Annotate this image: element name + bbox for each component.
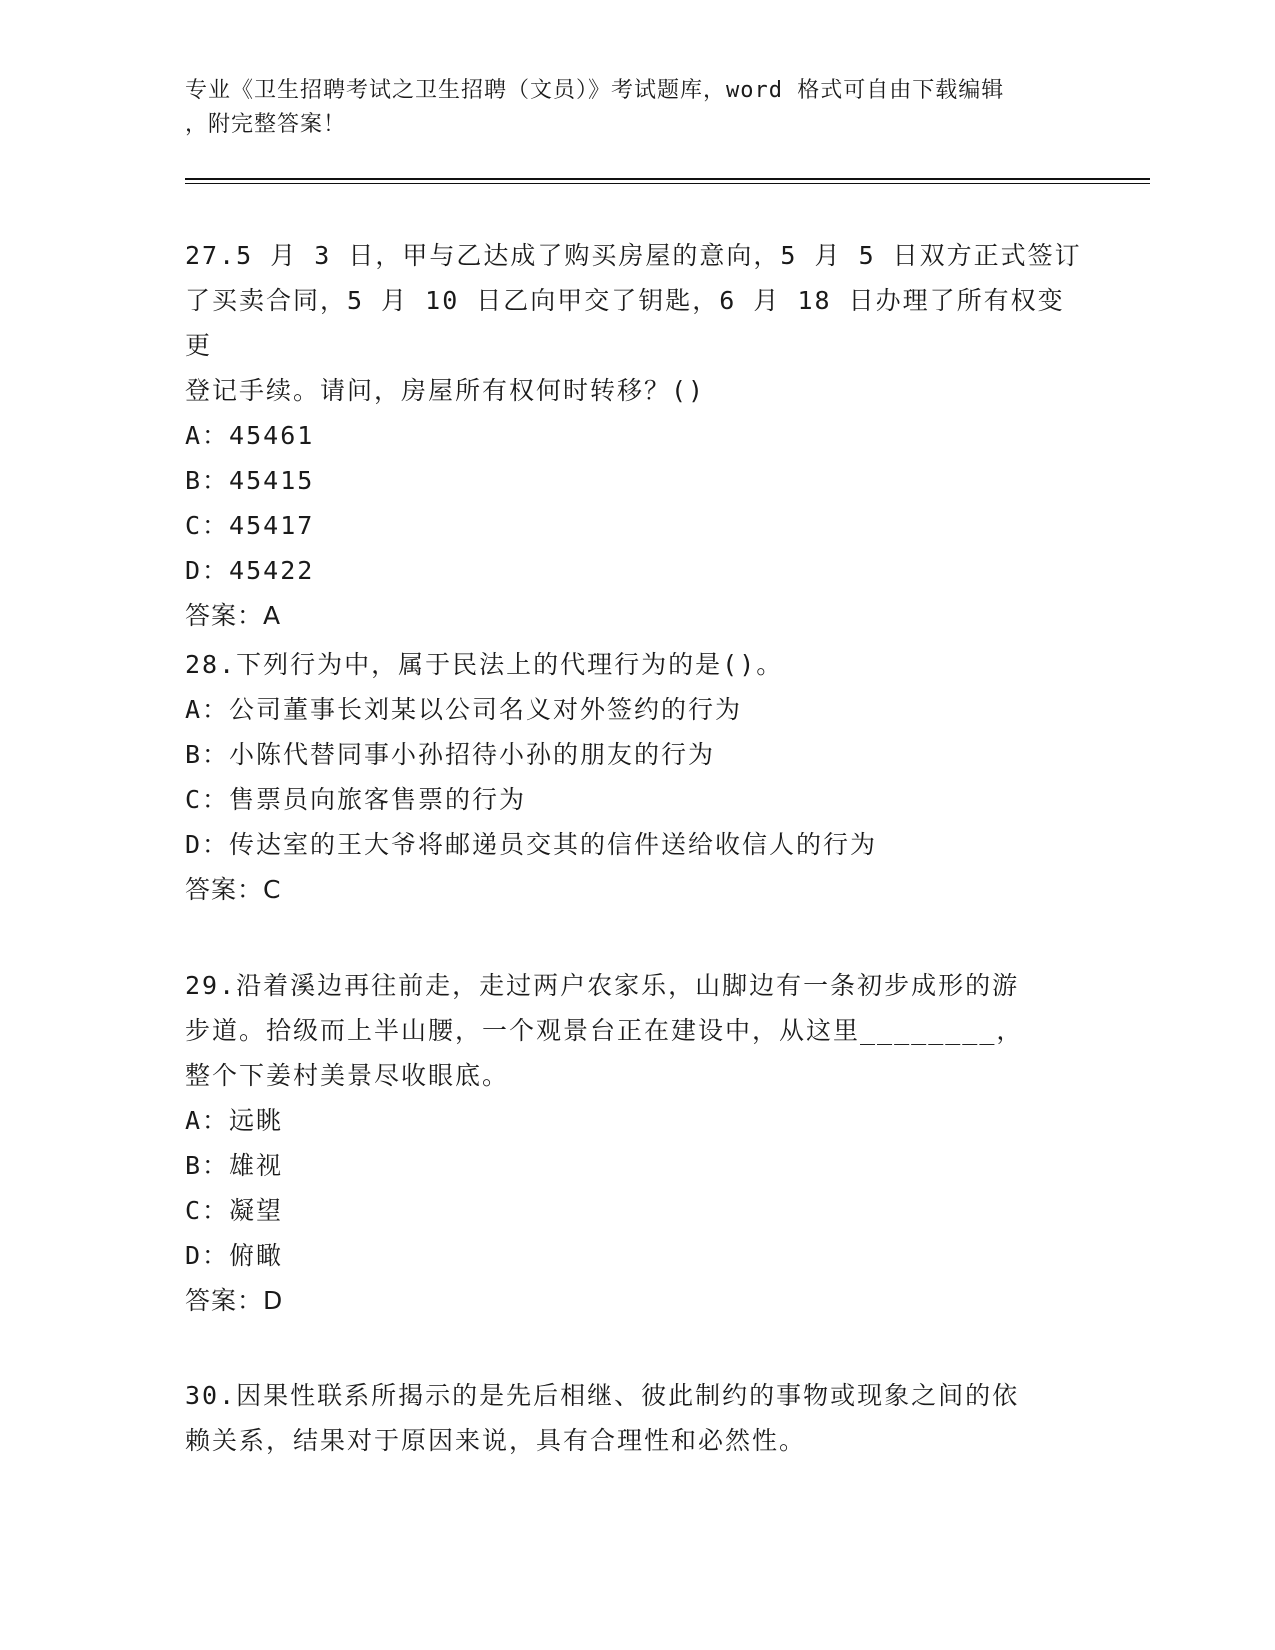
question-block: [185, 233, 1085, 638]
option-d: D：俯瞰: [185, 1241, 284, 1270]
answer-line: 答案：C: [185, 875, 282, 904]
option-b: B：雄视: [185, 1151, 284, 1180]
question-block: [185, 642, 1085, 912]
option-c: C：45417: [185, 511, 315, 540]
question-block: [185, 963, 1085, 1323]
question-stem-line: 赖关系，结果对于原因来说，具有合理性和必然性。: [185, 1426, 807, 1455]
answer-line: 答案：D: [185, 1286, 284, 1315]
option-b: B：小陈代替同事小孙招待小孙的朋友的行为: [185, 740, 716, 769]
option-a: A：远眺: [185, 1106, 284, 1135]
question-stem-line: 29.沿着溪边再往前走，走过两户农家乐，山脚边有一条初步成形的游: [185, 971, 1020, 1000]
question-stem-line: 整个下姜村美景尽收眼底。: [185, 1061, 510, 1090]
option-a: A：45461: [185, 421, 315, 450]
question-stem-line: 27.5 月 3 日，甲与乙达成了购买房屋的意向，5 月 5 日双方正式签订: [185, 241, 1082, 270]
option-d: D：传达室的王大爷将邮递员交其的信件送给收信人的行为: [185, 830, 878, 859]
answer-line: 答案：A: [185, 601, 282, 630]
option-c: C：凝望: [185, 1196, 284, 1225]
option-b: B：45415: [185, 466, 315, 495]
header-line: ，附完整答案！: [185, 112, 347, 137]
option-d: D：45422: [185, 556, 315, 585]
question-stem-line: 28.下列行为中，属于民法上的代理行为的是()。: [185, 650, 784, 679]
header-line: 专业《卫生招聘考试之卫生招聘（文员）》考试题库，word 格式可自由下载编辑: [185, 78, 1005, 103]
question-stem-line: 登记手续。请问，房屋所有权何时转移？(): [185, 376, 706, 405]
question-stem-line: 30.因果性联系所揭示的是先后相继、彼此制约的事物或现象之间的依: [185, 1381, 1020, 1410]
document-header: [185, 74, 1085, 142]
question-stem-line: 步道。拾级而上半山腰，一个观景台正在建设中，从这里________，: [185, 1016, 1024, 1045]
header-divider: [185, 183, 1150, 184]
option-c: C：售票员向旅客售票的行为: [185, 785, 527, 814]
question-block: [185, 1373, 1085, 1463]
option-a: A：公司董事长刘某以公司名义对外签约的行为: [185, 695, 743, 724]
header-divider: [185, 178, 1150, 180]
question-stem-line: 了买卖合同，5 月 10 日乙向甲交了钥匙，6 月 18 日办理了所有权变更: [185, 286, 1065, 360]
